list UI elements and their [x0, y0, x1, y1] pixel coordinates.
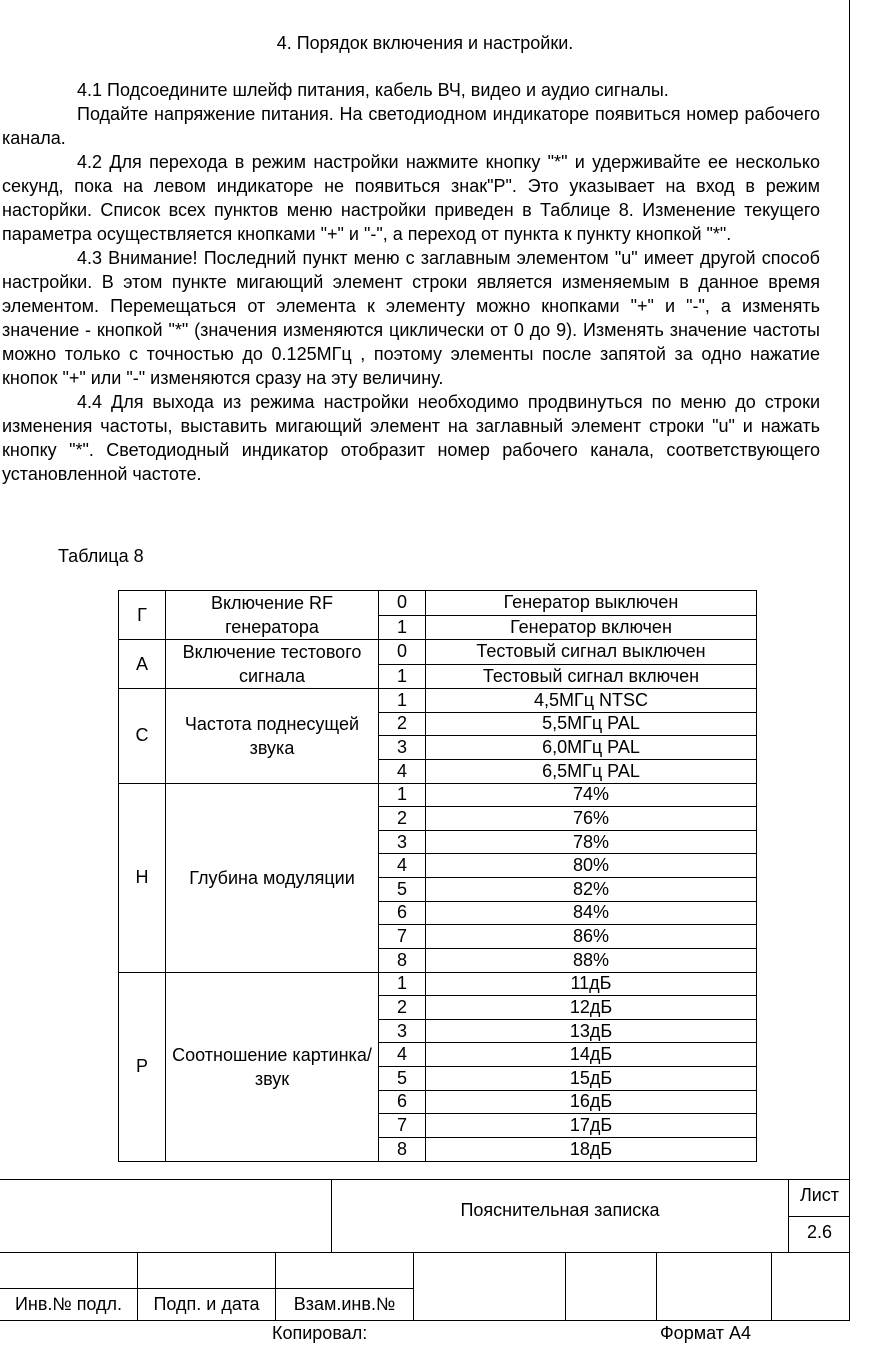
- option-description: 14дБ: [426, 1043, 757, 1067]
- settings-menu-table: [118, 590, 757, 1162]
- option-value: 6: [379, 901, 426, 925]
- option-description: 86%: [426, 925, 757, 949]
- option-description: 12дБ: [426, 996, 757, 1020]
- option-value: 5: [379, 1067, 426, 1091]
- option-value: 2: [379, 712, 426, 736]
- section-title: 4. Порядок включения и настройки.: [276, 33, 574, 53]
- option-description: 15дБ: [426, 1067, 757, 1091]
- parameter-code: C: [119, 689, 166, 784]
- table-row: [119, 591, 757, 616]
- option-value: 2: [379, 996, 426, 1020]
- option-value: 8: [379, 1137, 426, 1161]
- option-value: 3: [379, 1019, 426, 1043]
- paper-format-label: Формат А4: [660, 1323, 751, 1343]
- option-value: 5: [379, 878, 426, 902]
- option-description: 74%: [426, 783, 757, 807]
- parameter-name: Соотношение картинка/звук: [166, 972, 379, 1161]
- option-description: Тестовый сигнал включен: [426, 664, 757, 689]
- sheet-label: Лист: [799, 1185, 840, 1205]
- option-value: 0: [379, 640, 426, 665]
- option-value: 3: [379, 736, 426, 760]
- option-description: Тестовый сигнал выключен: [426, 640, 757, 665]
- option-value: 4: [379, 759, 426, 783]
- option-value: 1: [379, 783, 426, 807]
- option-description: 78%: [426, 830, 757, 854]
- parameter-code: A: [119, 640, 166, 689]
- option-description: 17дБ: [426, 1114, 757, 1138]
- body-text: [2, 78, 820, 486]
- parameter-code: Г: [119, 591, 166, 640]
- option-value: 0: [379, 591, 426, 616]
- option-description: 80%: [426, 854, 757, 878]
- paragraph-4-3: 4.3 Внимание! Последний пункт меню с заглавным элементом "u" имеет другой способ настройки. В этом пункте мигающий элемент строки является изменяемым в данное время элементом. Перемещаться от элемента к элементу можно кнопками "+" и "-", а изменять значение - кнопкой "*" (значения изменяются циклически от 0 до 9). Изменять значение частоты можно только с точностью до 0.125МГц , поэтому элементы после запятой за одно нажатие кнопок "+" или "-" изменяются сразу на эту величину.: [2, 248, 820, 388]
- option-value: 7: [379, 925, 426, 949]
- option-description: 84%: [426, 901, 757, 925]
- option-value: 7: [379, 1114, 426, 1138]
- paragraph-4-2: 4.2 Для перехода в режим настройки нажмите кнопку "*" и удерживайте ее несколько секунд, пока на левом индикаторе не появиться знак"P". Это указывает на вход в режим насторйки. Список всех пунктов меню настройки приведен в Таблице 8. Изменение текущего параметра осуществляется кнопками "+" и "-", а переход от пункта к пункту кнопкой "*".: [2, 152, 820, 244]
- option-value: 1: [379, 615, 426, 640]
- parameter-name: Включение тестового сигнала: [166, 640, 379, 689]
- option-description: 82%: [426, 878, 757, 902]
- table-row: [119, 640, 757, 665]
- option-description: 6,5МГц PAL: [426, 759, 757, 783]
- paragraph-power: Подайте напряжение питания. На светодиодном индикаторе появиться номер рабочего канала.: [2, 104, 820, 148]
- option-description: 11дБ: [426, 972, 757, 996]
- table-row: [119, 783, 757, 807]
- table-caption: Таблица 8: [58, 546, 144, 566]
- parameter-code: H: [119, 783, 166, 972]
- document-title: Пояснительная записка: [460, 1200, 660, 1220]
- parameter-code: P: [119, 972, 166, 1161]
- option-value: 1: [379, 689, 426, 713]
- table-row: [119, 972, 757, 996]
- option-description: 6,0МГц PAL: [426, 736, 757, 760]
- option-description: 88%: [426, 948, 757, 972]
- table-row: [119, 689, 757, 713]
- inventory-number-label: Инв.№ подл.: [14, 1294, 123, 1314]
- signature-date-label: Подп. и дата: [153, 1294, 260, 1314]
- option-description: Генератор включен: [426, 615, 757, 640]
- option-description: 13дБ: [426, 1019, 757, 1043]
- option-description: 76%: [426, 807, 757, 831]
- option-value: 1: [379, 664, 426, 689]
- option-value: 1: [379, 972, 426, 996]
- parameter-name: Глубина модуляции: [166, 783, 379, 972]
- paragraph-4-1: 4.1 Подсоедините шлейф питания, кабель ВЧ, видео и аудио сигналы.: [77, 80, 669, 100]
- copied-by-label: Копировал:: [272, 1323, 368, 1343]
- option-description: 5,5МГц PAL: [426, 712, 757, 736]
- option-description: 16дБ: [426, 1090, 757, 1114]
- option-value: 4: [379, 1043, 426, 1067]
- option-description: 4,5МГц NTSC: [426, 689, 757, 713]
- option-value: 4: [379, 854, 426, 878]
- option-value: 3: [379, 830, 426, 854]
- option-description: Генератор выключен: [426, 591, 757, 616]
- option-value: 8: [379, 948, 426, 972]
- option-description: 18дБ: [426, 1137, 757, 1161]
- option-value: 6: [379, 1090, 426, 1114]
- sheet-number: 2.6: [806, 1222, 833, 1242]
- paragraph-4-4: 4.4 Для выхода из режима настройки необходимо продвинуться по меню до строки изменения частоты, выставить мигающий элемент на заглавный элемент строки "u" и нажать кнопку "*". Светодиодный индикатор отобразит номер рабочего канала, соответствующего установленной частоте.: [2, 392, 820, 484]
- parameter-name: Включение RF генератора: [166, 591, 379, 640]
- replacement-inventory-label: Взам.инв.№: [293, 1294, 396, 1314]
- option-value: 2: [379, 807, 426, 831]
- parameter-name: Частота поднесущей звука: [166, 689, 379, 784]
